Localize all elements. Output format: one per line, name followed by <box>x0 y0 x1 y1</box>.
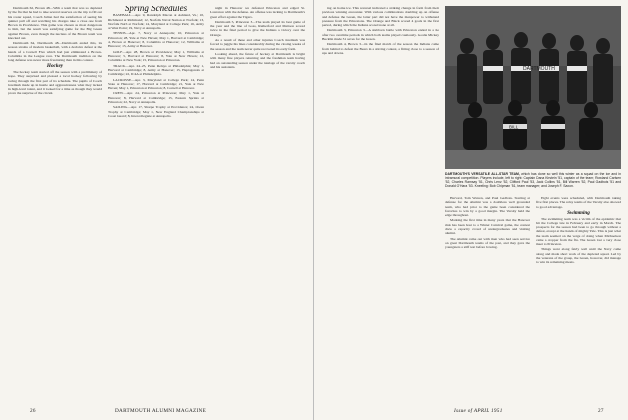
jersey-name: BILL <box>509 124 519 130</box>
paragraph: Looking ahead, the future of hockey at Dartmouth is bright with many fine players returning and the freshman team having had an outstanding season under the tutelage of the varsity coach and his assistants. <box>210 52 305 69</box>
paragraph: Dartmouth 3, Princeton 3—A stubborn battle with Princeton ended in a tie after two overtime periods in which both teams played cautiously. Goalie Mickey Bucklin made 31 saves for the Green. <box>322 28 439 41</box>
caption-heading: DARTMOUTH'S VERSATILE ALL-STAR TEAM, <box>445 172 520 176</box>
photo-caption <box>445 172 621 188</box>
team-photo <box>445 6 621 169</box>
paragraph: Dartmouth 4, Brown 3—In the final match of the season the Indians came from behind to defeat the Bears in a stirring contest, a fitting close to a season of ups and downs. <box>322 42 439 55</box>
schedule-sailing: SAILING—Apr. 17, Sharpe Trophy at Providence; 24, Owen Trophy at Cambridge; May 1, New England Championships at Coast Guard; 8, Intercollegiate at Annapolis. <box>108 105 204 118</box>
paragraph: Marking the first time in many years that the Hanover rink has been host to a Winter Carnival game, the contest drew a capacity crowd of undergraduates and visiting alumni. <box>445 218 530 236</box>
jersey-lettering: DARTMOUTH <box>523 66 555 72</box>
schedule-lacrosse: LACROSSE—Apr. 3, Maryland at College Park; 14, Penn State at Hanover; 17, Harvard at Cambridge; 21, Yale at New Haven; May 1, Princeton at Princeton; 8, Cornell at Hanover. <box>108 77 204 90</box>
schedule-tennis: TENNIS—Apr. 7, Navy at Annapolis; 10, Princeton at Princeton; 28, Yale at New Haven; May 1, Harvard at Cambridge; 4, Brown at Hanover; 8, Columbia at Hanover; 12, Williams at Hanover; 15, Army at Hanover. <box>108 31 204 49</box>
paragraph: Things went along fairly well until the Navy came along and made short work of the depleted squad. Led by the veterans of the group, the Green, however, did manage to win its remaining meets. <box>536 247 621 265</box>
paragraph: Dartmouth 62, Brown 48—With a team that was so depleted by the flu that he had to take several reserves on the trip to fill out his roster squad, Coach Julian had the satisfaction of seeing his quintet pull off and watching his charges take a close one from Brown in Providence. This game was chosen as most dangerous to him, but the result was satisfying game for the Big Green against Brown, even though the nucleus of the Brown team was knocked out. <box>8 6 102 40</box>
right-column-2 <box>445 196 530 406</box>
caption-text: which has done so well this winter as a squad on the ice and in intramural competition. Players include, left to right: Captain Dana Kirstein '51, captain of the team; Rowland Carlsen '52, Charles Ramsay '51, Chris Lenz '52, Clifford Paul '53, Jack Collins '51, Bill Warren '52, Paul Gadbois '51 and Donald O'Hara '53. Kneeling: Bob Chipman '51, team manager; and Joseph F. Saxon. <box>445 172 621 188</box>
section-heading-swimming: Swimming <box>567 209 590 216</box>
paragraph: Harvard, Tom Warren, and Paul Gadbois. Starting at defense for the Alumni was a doubtless well grounded team, who had prior to the game been considered the favorites to win by a good margin. The Varsity held the edge throughout. <box>445 196 530 217</box>
schedule-track: TRACK—Apr. 24–25, Penn Relays at Philadelphia; May 1, Harvard at Cambridge; 8, Army at Hanover; 15, Heptagonals at Cambridge; 22, IC4A at Philadelphia. <box>108 63 204 77</box>
paragraph: Dartmouth 5, Princeton 3—The team played its best game of the year and the line of Goss, Rutherford and Mattson scored twice in the final period to give the Indians a victory over the Orange. <box>210 19 305 37</box>
paragraph: ing on home ice. This reversal indicated a striking change in form from their previous winning encounter. With various combinations doubling up on offense and defense the Green, the latter part did not have the manpower to withstand pressure from the Princetons. The Orange and Black scored 4 goals in the first period, during which the Indians scored none at all. <box>322 6 439 27</box>
paragraph: night in Hanover we defeated Princeton and edged St. Lawrence with the defense. An offense was lacking to Dartmouth's great effort against the Tigers. <box>210 6 305 19</box>
right-footer-issue: Issue of APRIL 1951 <box>454 408 503 414</box>
paragraph: The Alumni came out with men who had seen service on great Dartmouth teams of the past, and they gave the youngsters a stiff test before bowing. <box>445 236 530 250</box>
schedule-golf: GOLF—Apr. 28, Brown at Providence; May 1, Williams at Hanover; 5, Harvard at Hanover; 8, Yale at New Haven; 12, Columbia at New York; 15, Princeton at Princeton. <box>108 49 204 63</box>
right-column-3 <box>536 196 621 406</box>
section-heading-hockey: Hockey <box>46 63 64 70</box>
left-column-1 <box>8 6 102 406</box>
team-photo-image <box>445 6 621 169</box>
paragraph: As a result of these and other injuries Coach Jeremiah was forced to juggle his lines considerably during the closing weeks of the season and the team never quite recovered its early form. <box>210 38 305 51</box>
paragraph: Dartmouth 64, Dartmouth 48—Dartmouth ended this, its season strains of modern basketball, with a decisive defeat at the hands of a Cornell Five which had just eliminated a Brown-Columbia in the League race. The Dartmouth tradition on the long defense was never more frustrating than in this contest. <box>8 41 102 63</box>
left-column-3 <box>210 6 305 406</box>
schedule-baseball: BASEBALL—Apr. 9, Randolph Macon at Ashland, Va.; 10, Richmond at Richmond; 12, Norfolk Naval Station at Norfolk; 13, Norfolk NAS at Norfolk; 14, Maryland at College Park; 16, Army at West Point; 19, Navy at Annapolis. <box>108 13 204 30</box>
right-page-number: 27 <box>598 408 604 414</box>
spring-schedules-title: Spring Schedules <box>124 6 188 13</box>
left-page-number: 26 <box>30 408 36 414</box>
left-footer-publication: DARTMOUTH ALUMNI MAGAZINE <box>115 408 207 414</box>
paragraph: The hockey team started off the season with a preliminary of hope. They surprised and pleased a local hockey following by racing through the first part of its schedule. The pupils of Coach Jeremiah made up in hustle and aggressiveness what they lacked in high-level talent, and it looked for a time as though they would prove the surprise of the circuit. <box>8 70 102 96</box>
schedule-crew: CREW—Apr. 24, Princeton at Princeton; May 1, Yale at Hanover; 8, Harvard at Cambridge; 15, Eastern Sprints at Princeton; 22, Navy at Annapolis. <box>108 91 204 104</box>
left-column-2 <box>108 6 204 406</box>
paragraph: The swimming team was a victim of the epidemic that hit the College late in February and early in March. The prospects for the season had been to go through without a defeat, except at the hands of mighty Yale. This is just what the team seemed on the verge of doing when Michaelson came a cropper from the flu. The Green lost a very close meet to Princeton. <box>536 216 621 246</box>
right-page <box>314 0 628 420</box>
right-column-1 <box>322 6 439 406</box>
paragraph: Eight events were scheduled, with Dartmouth taking five first places. The relay teams of the Varsity also showed to good advantage. <box>536 196 621 209</box>
